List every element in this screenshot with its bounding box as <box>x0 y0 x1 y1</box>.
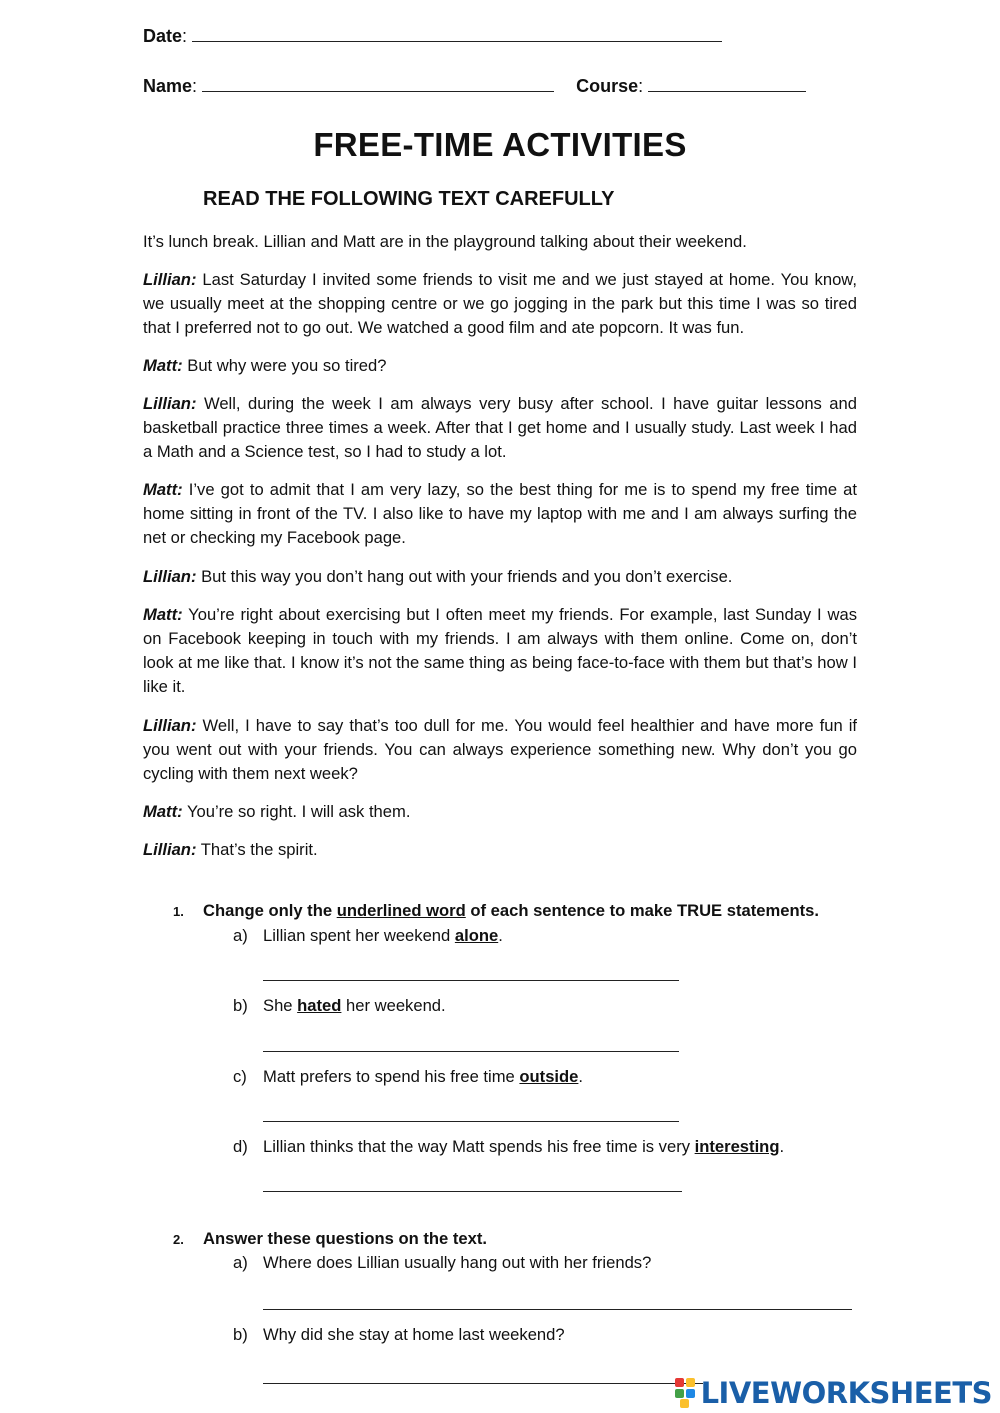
liveworksheets-logo[interactable] <box>675 1376 992 1410</box>
speaker-name: Lillian <box>143 270 191 289</box>
dialogue-text: Well, during the week I am always very busy after school. I have guitar lessons and basketball practice three times a week. After that I get home and I usually study. Last week I had a Math and a Science test, so I had to study a lot. <box>143 394 857 461</box>
speaker-name: Lillian <box>143 840 191 859</box>
name-field[interactable] <box>202 91 554 92</box>
speaker-name: Lillian <box>143 567 191 586</box>
dialogue-text: I’ve got to admit that I am very lazy, so the best thing for me is to spend my free time at home sitting in front of the TV. I also like to have my laptop with me and I am always surfing the net or checking my Facebook page. <box>143 480 857 547</box>
answer-line[interactable] <box>263 1051 679 1052</box>
question-2a: a) Where does Lillian usually hang out with her friends? <box>233 1253 652 1272</box>
intro-text: It’s lunch break. Lillian and Matt are in the playground talking about their weekend. <box>143 232 747 251</box>
underlined-word: hated <box>297 996 342 1015</box>
dialogue-paragraph: Lillian: That’s the spirit. <box>143 840 318 859</box>
speaker-name: Matt <box>143 356 178 375</box>
dialogue-paragraph: Lillian: But this way you don’t hang out with your friends and you don’t exercise. <box>143 567 733 586</box>
dialogue-paragraph: Lillian: Last Saturday I invited some friends to visit me and we just stayed at home. You know, we usually meet at the shopping centre or we go jogging in the park but this time I was so tired that I preferred not to go out. We watched a good film and ate popcorn. It was fun. <box>143 270 857 337</box>
logo-text: LIVEWORKSHEETS <box>700 1376 992 1410</box>
dialogue-paragraph: Lillian: Well, during the week I am always very busy after school. I have guitar lessons and basketball practice three times a week. After that I get home and I usually study. Last week I had a Math and a Science test, so I had to study a lot. <box>143 394 857 461</box>
dialogue-text: That’s the spirit. <box>200 840 318 859</box>
answer-line[interactable] <box>263 1309 852 1310</box>
answer-line[interactable] <box>263 1191 682 1192</box>
dialogue-paragraph: Matt: You’re so right. I will ask them. <box>143 802 411 821</box>
speaker-name: Matt <box>143 605 178 624</box>
date-row: Date: <box>143 26 722 47</box>
worksheet-title: FREE-TIME ACTIVITIES <box>313 126 687 163</box>
name-label: Name <box>143 76 193 96</box>
question-1c: c) Matt prefers to spend his free time outside. <box>233 1067 584 1086</box>
course-field[interactable] <box>648 91 806 92</box>
dialogue-text: But this way you don’t hang out with your friends and you don’t exercise. <box>201 567 733 586</box>
question-1b: b) She hated her weekend. <box>233 996 446 1015</box>
underlined-word: interesting <box>694 1137 780 1156</box>
name-row: Name: Course: <box>143 76 806 97</box>
dialogue-text: You’re right about exercising but I often meet my friends. For example, last Sunday I was on Facebook keeping in touch with my friends. I am always with them online. Come on, don’t look at me like that. I know it’s not the same thing as being face-to-face with them but that’s how I like it. <box>143 605 857 696</box>
question-number: 1. <box>173 904 184 919</box>
dialogue-text: Last Saturday I invited some friends to visit me and we just stayed at home. You know, we usually meet at the shopping centre or we go jogging in the park but this time I was so tired that I preferred not to go out. We watched a good film and ate popcorn. It was fun. <box>143 270 857 337</box>
answer-line[interactable] <box>263 980 679 981</box>
dialogue-text: But why were you so tired? <box>187 356 387 375</box>
dialogue-text: You’re so right. I will ask them. <box>186 802 411 821</box>
question-2b: b) Why did she stay at home last weekend? <box>233 1325 565 1344</box>
date-field[interactable] <box>192 41 722 42</box>
answer-line[interactable] <box>263 1121 679 1122</box>
speaker-name: Lillian <box>143 716 191 735</box>
speaker-name: Matt <box>143 480 178 499</box>
answer-line[interactable] <box>263 1383 703 1384</box>
speaker-name: Matt <box>143 802 178 821</box>
dialogue-paragraph: Matt: But why were you so tired? <box>143 356 387 375</box>
dialogue-paragraph: Lillian: Well, I have to say that’s too dull for me. You would feel healthier and have more fun if you went out with your friends. You can always experience something new. Why don’t you go cycling with them next week? <box>143 716 857 783</box>
dialogue-paragraph: Matt: I’ve got to admit that I am very lazy, so the best thing for me is to spend my free time at home sitting in front of the TV. I also like to have my laptop with me and I am always surfing the net or checking my Facebook page. <box>143 480 857 547</box>
worksheet-subtitle: READ THE FOLLOWING TEXT CAREFULLY <box>203 188 615 210</box>
question-1a: a) Lillian spent her weekend alone. <box>233 926 503 945</box>
underlined-word: outside <box>519 1067 579 1086</box>
question-1-heading: 1. Change only the underlined word of each sentence to make TRUE statements. <box>173 901 819 920</box>
question-2-heading: 2. Answer these questions on the text. <box>173 1229 487 1248</box>
underlined-word-label: underlined word <box>336 901 466 920</box>
speaker-name: Lillian <box>143 394 191 413</box>
question-1d: d) Lillian thinks that the way Matt spends his free time is very interesting. <box>233 1137 785 1156</box>
dialogue-text: Well, I have to say that’s too dull for me. You would feel healthier and have more fun if you went out with your friends. You can always experience something new. Why don’t you go cycling with them next week? <box>143 716 857 783</box>
underlined-word: alone <box>454 926 499 945</box>
dialogue-paragraph: Matt: You’re right about exercising but I often meet my friends. For example, last Sunday I was on Facebook keeping in touch with my friends. I am always with them online. Come on, don’t look at me like that. I know it’s not the same thing as being face-to-face with them but that’s how I like it. <box>143 605 857 696</box>
course-label: Course <box>576 76 639 96</box>
date-label: Date <box>143 26 183 46</box>
question-number: 2. <box>173 1232 184 1247</box>
liveworksheets-logo-icon <box>675 1378 697 1408</box>
